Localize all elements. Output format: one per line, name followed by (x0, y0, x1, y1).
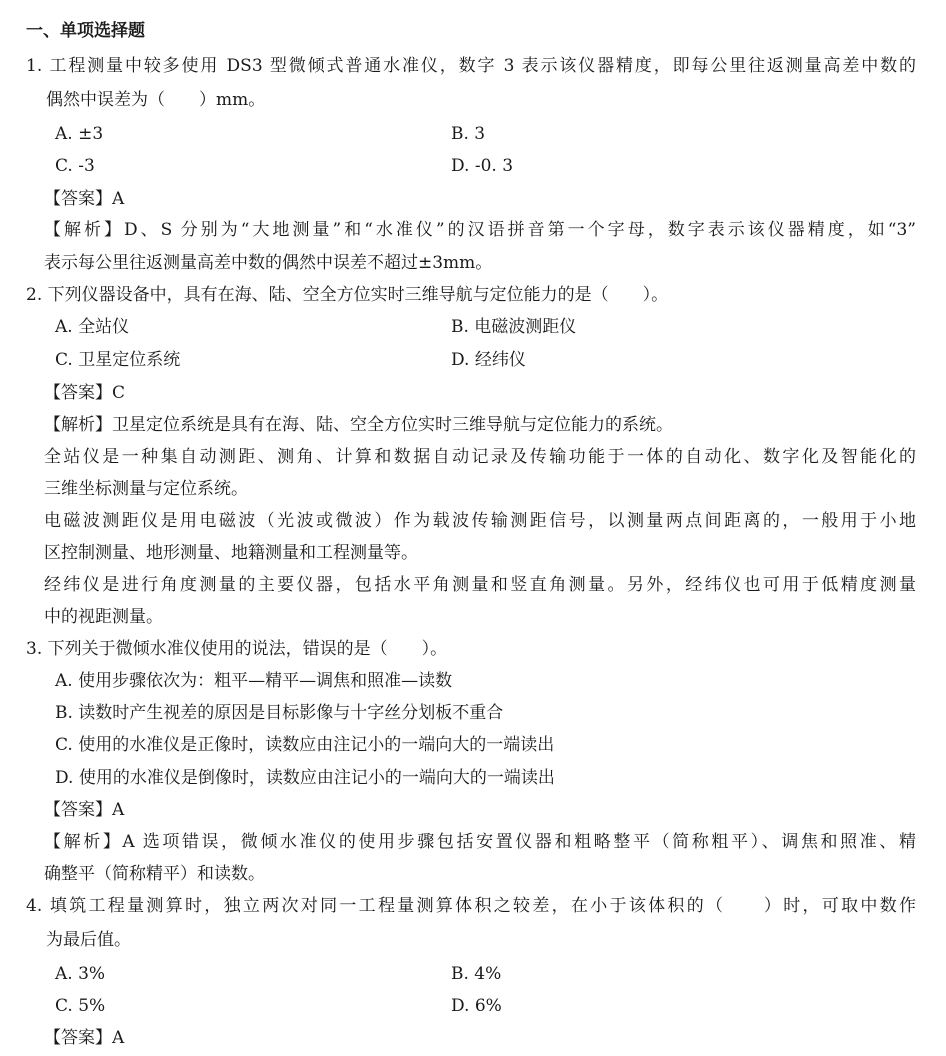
question-2-explanation-line-5: 区控制测量、地形测量、地籍测量和工程测量等。 (44, 543, 418, 563)
question-2-explanation-line-7: 中的视距测量。 (44, 607, 163, 627)
question-4-stem-line-1: 4. 填筑工程量测算时，独立两次对同一工程量测算体积之较差，在小于该体积的（ ）时，可取中数作 (26, 896, 916, 916)
question-1-option-d: D. -0. 3 (451, 156, 514, 176)
question-2-option-a: A. 全站仪 (55, 317, 130, 337)
question-3-option-b: B. 读数时产生视差的原因是目标影像与十字丝分划板不重合 (55, 703, 504, 723)
question-1-stem-line-2: 偶然中误差为（ ）mm。 (46, 90, 266, 110)
question-4-answer: 【答案】A (44, 1028, 125, 1048)
question-4-option-d: D. 6% (451, 996, 502, 1016)
question-4-option-a: A. 3% (55, 964, 106, 984)
question-2-stem-line-1: 2. 下列仪器设备中，具有在海、陆、空全方位实时三维导航与定位能力的是（ ）。 (26, 285, 669, 305)
question-1-option-c: C. -3 (55, 156, 95, 176)
question-1-stem-line-1: 1. 工程测量中较多使用 DS3 型微倾式普通水准仪，数字 3 表示该仪器精度，即每公里往返测量高差中数的 (26, 56, 916, 76)
question-2-answer: 【答案】C (44, 383, 126, 403)
question-2-option-c: C. 卫星定位系统 (55, 350, 181, 370)
question-4-option-b: B. 4% (451, 964, 502, 984)
question-2-explanation-line-3: 三维坐标测量与定位系统。 (44, 479, 248, 499)
question-2-explanation-line-1: 【解析】卫星定位系统是具有在海、陆、空全方位实时三维导航与定位能力的系统。 (44, 415, 673, 435)
question-2-explanation-line-4: 电磁波测距仪是用电磁波（光波或微波）作为载波传输测距信号，以测量两点间距离的，一般用于小地 (44, 511, 916, 531)
question-3-option-a: A. 使用步骤依次为：粗平—精平—调焦和照准—读数 (55, 671, 453, 691)
question-1-explanation-line-2: 表示每公里往返测量高差中数的偶然中误差不超过±3mm。 (44, 253, 493, 273)
question-2-explanation-line-6: 经纬仪是进行角度测量的主要仪器，包括水平角测量和竖直角测量。另外，经纬仪也可用于低精度测量 (44, 575, 916, 595)
question-3-stem-line-1: 3. 下列关于微倾水准仪使用的说法，错误的是（ ）。 (26, 639, 448, 659)
question-1-explanation-line-1: 【解析】D、S 分别为“大地测量”和“水准仪”的汉语拼音第一个字母，数字表示该仪器精度，如“3” (44, 220, 916, 240)
question-1-answer: 【答案】A (44, 189, 125, 209)
section-title: 一、单项选择题 (26, 21, 145, 41)
question-3-option-c: C. 使用的水准仪是正像时，读数应由注记小的一端向大的一端读出 (55, 735, 555, 755)
question-4-option-c: C. 5% (55, 996, 106, 1016)
question-2-option-d: D. 经纬仪 (451, 350, 526, 370)
question-2-option-b: B. 电磁波测距仪 (451, 317, 577, 337)
question-4-stem-line-2: 为最后值。 (46, 930, 131, 950)
question-3-answer: 【答案】A (44, 800, 125, 820)
question-3-explanation-line-2: 确整平（简称精平）和读数。 (44, 864, 265, 884)
question-1-option-a: A. ±3 (55, 124, 104, 144)
question-2-explanation-line-2: 全站仪是一种集自动测距、测角、计算和数据自动记录及传输功能于一体的自动化、数字化及智能化的 (44, 447, 916, 467)
question-3-option-d: D. 使用的水准仪是倒像时，读数应由注记小的一端向大的一端读出 (55, 768, 555, 788)
question-3-explanation-line-1: 【解析】A 选项错误，微倾水准仪的使用步骤包括安置仪器和粗略整平（简称粗平）、调焦和照准、精 (44, 832, 916, 852)
question-1-option-b: B. 3 (451, 124, 486, 144)
